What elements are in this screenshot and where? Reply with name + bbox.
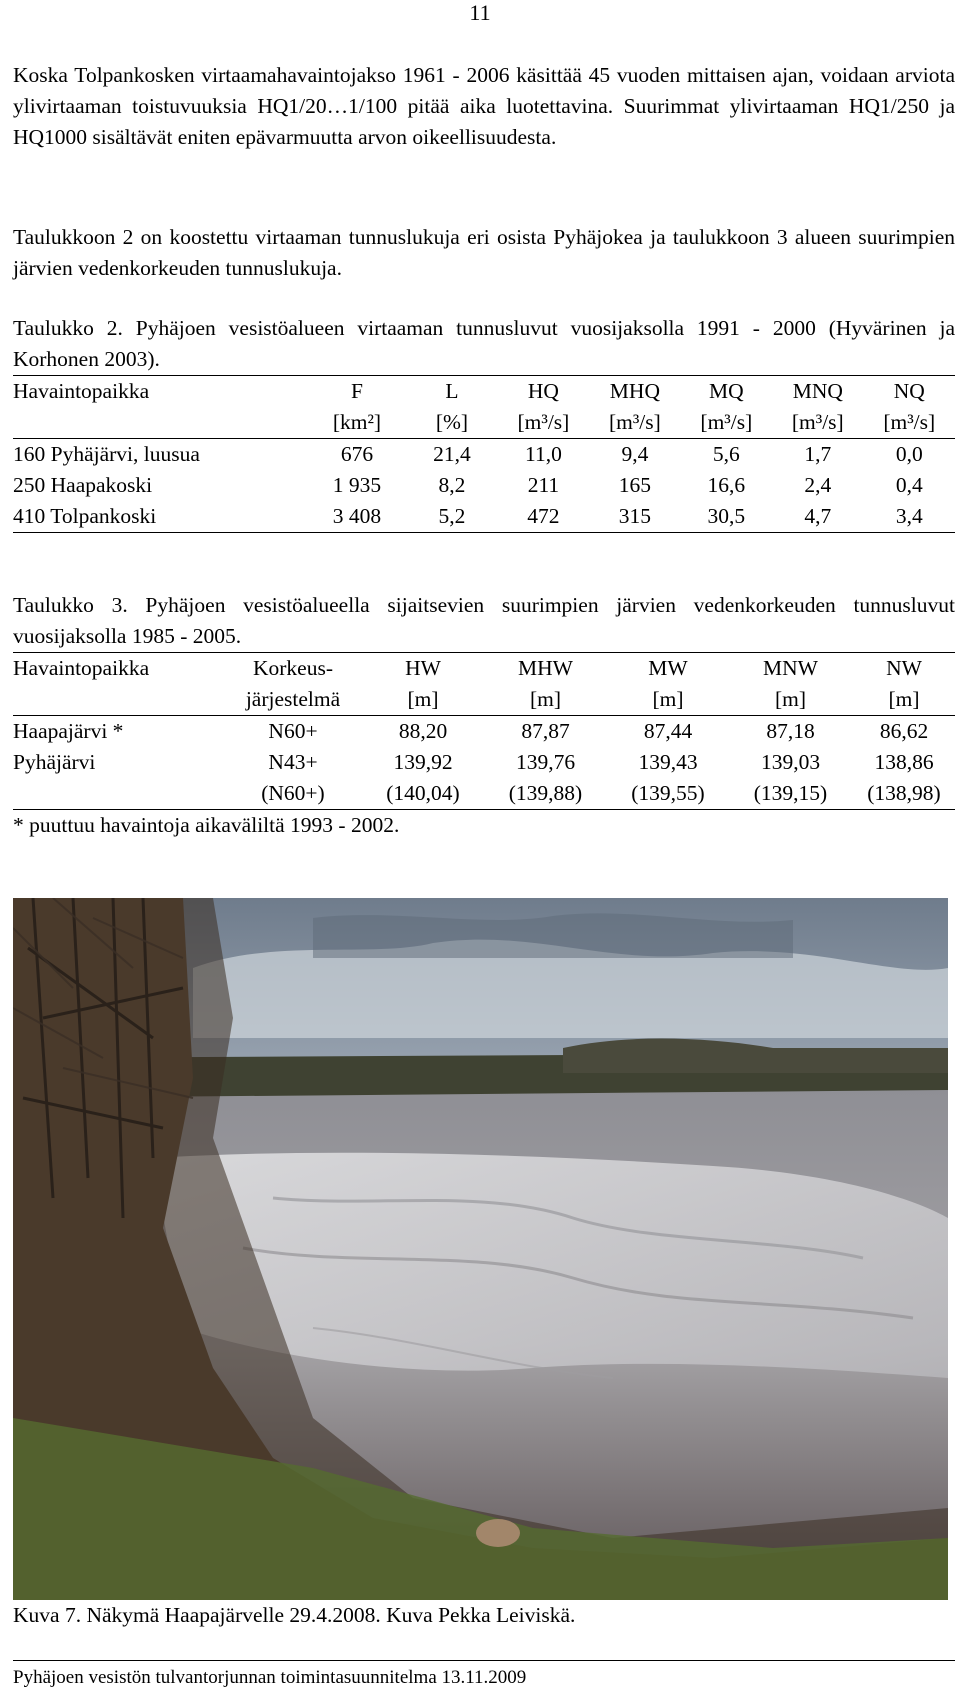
table-cell: 410 Tolpankoski: [13, 504, 157, 528]
table2-header: NQ: [893, 379, 925, 403]
table-cell: (139,15): [753, 781, 828, 805]
table3-units-row: [13, 684, 955, 716]
table2-unit: [m³/s]: [608, 410, 661, 434]
table2-caption-text: Taulukko 2. Pyhäjoen vesistöalueen virtaaman tunnusluvut vuosijaksolla 1991 - 2000 (Hyvärinen ja Korhonen 2003).: [13, 316, 955, 371]
table-cell: 211: [527, 473, 560, 497]
table-cell: (139,55): [631, 781, 705, 805]
table-row: [13, 778, 955, 810]
table-cell: 87,87: [521, 719, 570, 743]
table-cell: 472: [527, 504, 560, 528]
table2-header: F: [350, 379, 363, 403]
table3-header: NW: [886, 656, 922, 680]
table3-header: MHW: [518, 656, 573, 680]
page-footer: [13, 1660, 955, 1689]
table-row: [13, 716, 955, 748]
table2-header: L: [445, 379, 459, 403]
table-cell: 676: [340, 442, 374, 466]
figure-caption: Kuva 7. Näkymä Haapajärvelle 29.4.2008. Kuva Pekka Leiviskä.: [13, 1603, 576, 1627]
table3-unit: [m]: [407, 687, 439, 711]
table-cell: 315: [618, 504, 651, 528]
table-cell: 165: [618, 473, 651, 497]
table2-header: Havaintopaikka: [13, 379, 150, 403]
table2-unit: [m³/s]: [791, 410, 844, 434]
table-cell: 88,20: [398, 719, 448, 743]
table2-caption: [13, 313, 955, 375]
table-cell: 3 408: [332, 504, 382, 528]
table-cell: 139,43: [638, 750, 698, 774]
table-row: [13, 439, 955, 471]
table2-header: HQ: [527, 379, 559, 403]
table2-header: MQ: [709, 379, 744, 403]
table-cell: Pyhäjärvi: [13, 750, 96, 774]
table-cell: 1,7: [804, 442, 832, 466]
table-cell: 160 Pyhäjärvi, luusua: [13, 442, 200, 466]
table-cell: 138,86: [874, 750, 934, 774]
table3-caption-text: Taulukko 3. Pyhäjoen vesistöalueella sijaitsevien suurimpien järvien vedenkorkeuden tunnusluvut vuosijaksolla 1985 - 2005.: [13, 593, 955, 648]
table-cell: 2,4: [804, 473, 832, 497]
table-cell: 11,0: [525, 442, 562, 466]
table-cell: 87,44: [643, 719, 693, 743]
table-cell: 0,0: [895, 442, 923, 466]
table2-unit: [m³/s]: [517, 410, 570, 434]
table3-header: MNW: [763, 656, 818, 680]
table-cell: 30,5: [707, 504, 746, 528]
table2-unit: [%]: [435, 410, 469, 434]
table-cell: 3,4: [895, 504, 923, 528]
table-2: [13, 375, 955, 533]
table-cell: 1 935: [332, 473, 382, 497]
table-cell: 139,92: [393, 750, 453, 774]
table-cell: 21,4: [433, 442, 471, 466]
table-cell: 5,2: [438, 504, 466, 528]
summary-paragraph: [13, 222, 955, 284]
table-row: [13, 501, 955, 533]
table-cell: 139,03: [760, 750, 821, 774]
paragraph-hq-reliability: Koska Tolpankosken virtaamahavaintojakso 1961 - 2006 käsittää 45 vuoden mittaisen ajan, voidaan arviota ylivirtaaman toistuvuuksia HQ1/20…1/100 pitää aika luotettavina. Suurimmat ylivirtaaman HQ1/250 ja HQ1000 sisältävät eniten epävarmuutta arvon oikeellisuudesta.: [13, 63, 955, 149]
table3-header: MW: [648, 656, 688, 680]
table-cell: [13, 778, 223, 810]
lake-photo: [13, 898, 948, 1600]
table3-unit: [m]: [888, 687, 920, 711]
table3-unit: [m]: [652, 687, 684, 711]
table3-footnote-row: [13, 810, 955, 842]
table-cell: 8,2: [438, 473, 466, 497]
table-cell: (N60+): [261, 781, 325, 805]
table3-header-row: [13, 653, 955, 685]
table-cell: Haapajärvi *: [13, 719, 124, 743]
table-row: [13, 747, 955, 778]
table3-header: HW: [405, 656, 441, 680]
table-cell: N43+: [268, 750, 318, 774]
table-cell: 5,6: [712, 442, 740, 466]
page-number: 11: [469, 0, 491, 25]
table3-header: Havaintopaikka: [13, 656, 150, 680]
table-cell: 9,4: [621, 442, 649, 466]
table3-footnote: * puuttuu havaintoja aikaväliltä 1993 - 2002.: [13, 813, 400, 837]
table2-header: MHQ: [609, 379, 660, 403]
table3-unit: järjestelmä: [245, 687, 341, 711]
table-row: [13, 470, 955, 501]
table-cell: 87,18: [766, 719, 815, 743]
table2-header-row: [13, 376, 955, 408]
table2-header: MNQ: [792, 379, 843, 403]
table3-header: Korkeus-: [252, 656, 333, 680]
table2-unit: [m³/s]: [883, 410, 936, 434]
table-cell: (140,04): [386, 781, 460, 805]
table2-unit: [km²]: [332, 410, 382, 434]
table-cell: 0,4: [895, 473, 923, 497]
table-cell: 86,62: [879, 719, 929, 743]
table3-caption: [13, 590, 955, 652]
table-cell: 250 Haapakoski: [13, 473, 153, 497]
table-cell: 4,7: [804, 504, 832, 528]
intro-paragraph: [13, 60, 955, 153]
table-cell: (138,98): [867, 781, 941, 805]
table-cell: 139,76: [515, 750, 576, 774]
table2-unit: [m³/s]: [700, 410, 753, 434]
table3-unit: [m]: [774, 687, 807, 711]
table-cell: N60+: [268, 719, 318, 743]
paragraph-tables-intro: Taulukkoon 2 on koostettu virtaaman tunnuslukuja eri osista Pyhäjokea ja taulukkoon 3 alueen suurimpien järvien vedenkorkeuden tunnuslukuja.: [13, 225, 955, 280]
table-3: [13, 652, 955, 841]
footer-text: Pyhäjoen vesistön tulvantorjunnan toimintasuunnitelma 13.11.2009: [13, 1667, 527, 1688]
table-cell: (139,88): [508, 781, 583, 805]
table3-unit: [m]: [529, 687, 562, 711]
table-cell: 16,6: [707, 473, 746, 497]
table2-units-row: [13, 407, 955, 439]
